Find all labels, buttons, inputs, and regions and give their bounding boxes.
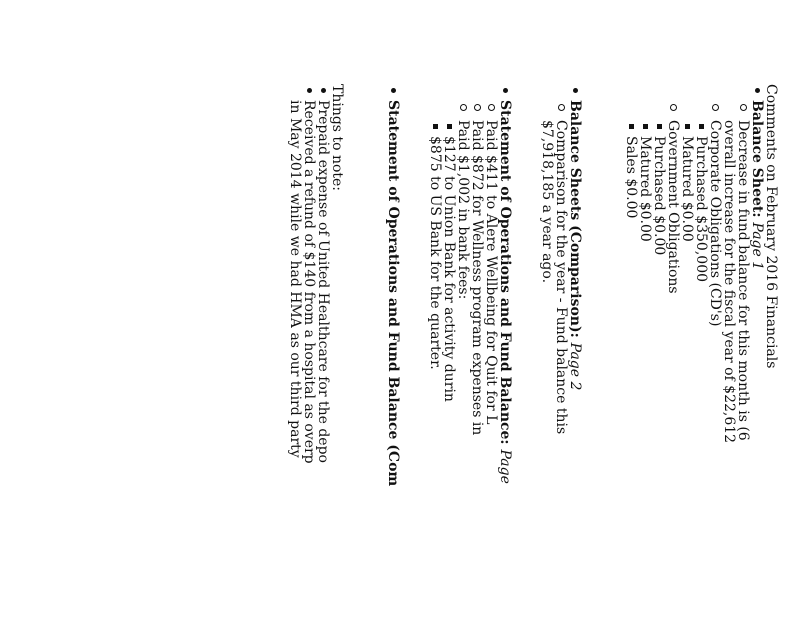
document-title [764,84,778,618]
comparison-item [554,84,568,618]
spacer [512,84,526,618]
operations-comp-heading [386,84,400,618]
rotated-document [288,84,778,618]
operations-item-3 [456,84,470,618]
balance-sheet-heading-text: Balance Sheet: [749,100,765,218]
fee-2-text: $875 to US Bank for the quarter. [427,136,443,370]
spacer [414,84,428,618]
notes-heading [330,84,344,618]
circle-bullet-icon [670,104,677,111]
cd-matured-text: Matured $0.00 [679,136,695,242]
comparison-item-cont [540,84,554,618]
square-bullet-icon [685,124,690,129]
fee-1-text: $127 to Union Bank for activity durin [441,136,457,402]
comparison-text-cont: $7,918,185 a year ago. [539,120,555,284]
operations-heading [498,84,512,618]
comparison-text: Comparison for the year - Fund balance this [553,120,569,435]
notes-item-2 [302,84,316,618]
gov-matured-text: Matured $0.00 [637,136,653,242]
spacer [372,84,386,618]
notes-item-1-text: Prepaid expense of United Healthcare for the depo [315,100,331,463]
notes-item-1 [316,84,330,618]
comparison-heading-text: Balance Sheets (Comparison): [567,100,583,338]
spacer [610,84,624,618]
cd-purchased-text: Purchased $350,000 [693,136,709,283]
balance-item-2 [708,84,722,618]
operations-item-1-text: Paid $411 to Alere Wellbeing for Quit for L [483,120,499,425]
operations-comp-heading-text: Statement of Operations and Fund Balance (Com [385,100,401,487]
square-bullet-icon [657,124,662,129]
bullet-icon [307,88,312,93]
bullet-icon [503,88,508,93]
spacer [400,84,414,618]
gov-sales-text: Sales $0.00 [623,136,639,219]
operations-page-ref: Page [497,449,513,484]
spacer [344,84,358,618]
spacer [596,84,610,618]
bullet-icon [573,88,578,93]
circle-bullet-icon [740,104,747,111]
comparison-heading [568,84,582,618]
circle-bullet-icon [474,104,481,111]
title-text: Comments on February 2016 Financials [763,84,779,369]
notes-item-2-cont [288,84,302,618]
government-obligations-label: Government Obligations [665,120,681,294]
bullet-icon [755,88,760,93]
gov-purchased-text: Purchased $0.00 [651,136,667,256]
square-bullet-icon [433,124,438,129]
balance-item-1-text-cont: overall increase for the fiscal year of $22,612 [721,120,737,444]
fee-2 [428,84,442,618]
gov-purchased [652,84,666,618]
cd-purchased [694,84,708,618]
gov-sales [624,84,638,618]
square-bullet-icon [643,124,648,129]
comparison-page-ref: Page 2 [567,342,583,391]
spacer [526,84,540,618]
bullet-icon [391,88,396,93]
operations-item-3-text: Paid $1,002 in bank fees: [455,120,471,300]
notes-item-2-text-cont: in May 2014 while we had HMA as our third party [287,100,303,458]
operations-item-2 [470,84,484,618]
spacer [582,84,596,618]
cd-matured [680,84,694,618]
circle-bullet-icon [712,104,719,111]
balance-item-3 [666,84,680,618]
square-bullet-icon [629,124,634,129]
circle-bullet-icon [488,104,495,111]
square-bullet-icon [447,124,452,129]
notes-item-2-text: Received a refund of $140 from a hospital as overp [301,100,317,464]
operations-item-2-text: Paid $872 for Wellness program expenses in [469,120,485,436]
balance-sheet-page-ref: Page 1 [749,222,765,271]
circle-bullet-icon [558,104,565,111]
operations-item-1 [484,84,498,618]
bullet-icon [321,88,326,93]
notes-heading-text: Things to note: [329,84,345,192]
corporate-obligations-label: Corporate Obligations (CD's) [707,120,723,327]
balance-sheet-heading [750,84,764,618]
balance-item-1-cont [722,84,736,618]
balance-item-1 [736,84,750,618]
square-bullet-icon [699,124,704,129]
gov-matured [638,84,652,618]
operations-heading-text: Statement of Operations and Fund Balance: [497,100,513,445]
balance-item-1-text: Decrease in fund balance for this month is (6 [735,120,751,441]
fee-1 [442,84,456,618]
circle-bullet-icon [460,104,467,111]
spacer [358,84,372,618]
